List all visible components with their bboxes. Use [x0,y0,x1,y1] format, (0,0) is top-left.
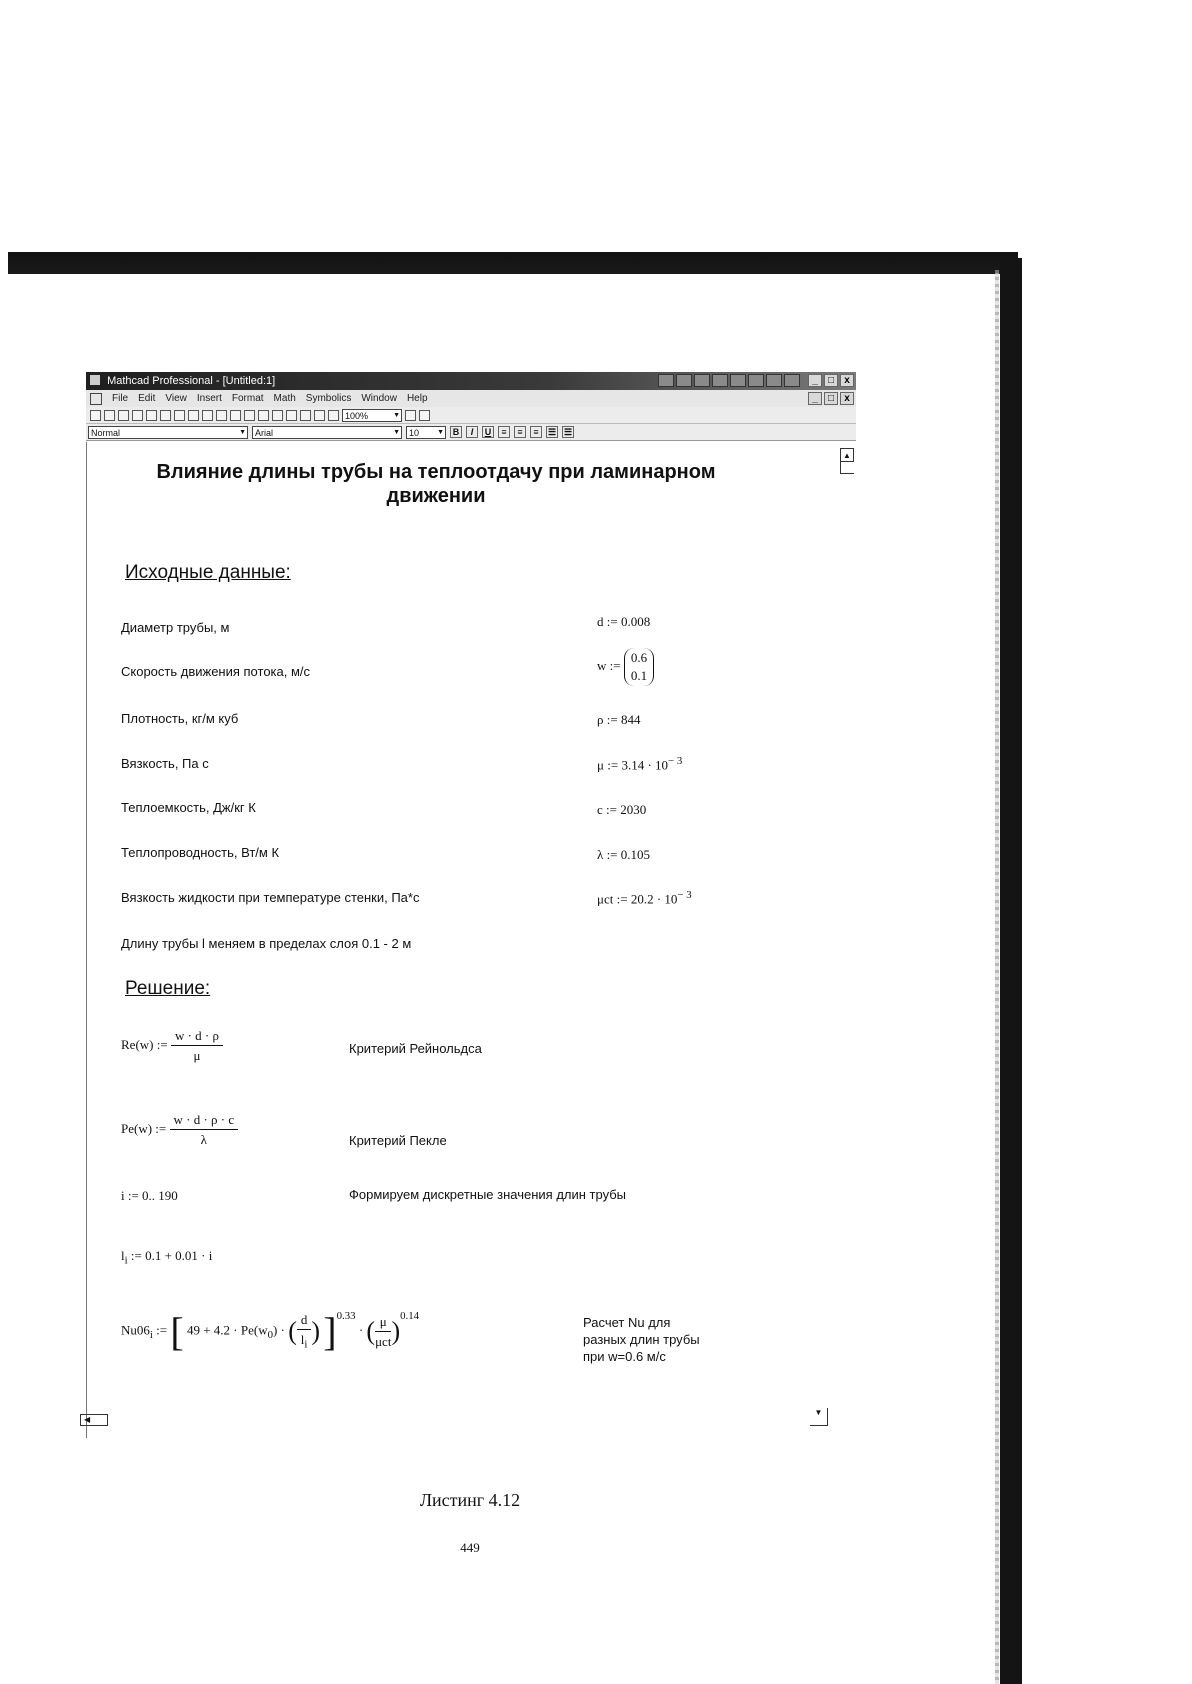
scan-border-right [1000,258,1022,1684]
paste-icon[interactable] [202,410,213,421]
worksheet[interactable] [86,442,856,1438]
scroll-up-icon[interactable]: ▲ [840,448,854,462]
align-right-icon[interactable]: ≡ [530,426,542,438]
param-mu-ct[interactable]: μct := $20.2 \cdot 10^{- 3}$ [597,889,692,907]
restore-button[interactable]: □ [824,374,838,387]
menu-insert[interactable]: Insert [196,393,222,404]
reynolds-note: Критерий Рейнольдса [349,1041,482,1056]
resize-grip-icon[interactable]: ▼ [810,1408,828,1426]
redo-icon[interactable] [230,410,241,421]
font-size-select[interactable]: 10 ▼ [406,426,446,439]
palette-button[interactable] [676,374,692,387]
open-icon[interactable] [104,410,115,421]
length-note: Длину трубы l меняем в пределах слоя 0.1 - 2 м [121,936,412,951]
palette-button[interactable] [730,374,746,387]
cut-icon[interactable] [174,410,185,421]
param-rho[interactable]: ρ := 844 [597,712,641,727]
palette-button[interactable] [658,374,674,387]
print-preview-icon[interactable] [146,410,157,421]
param-label-heat-capacity: Теплоемкость, Дж/кг К [121,800,256,815]
param-label-conductivity: Теплопроводность, Вт/м К [121,845,280,860]
calculate-icon[interactable] [286,410,297,421]
param-w[interactable]: w := 0.6 0.1 [597,648,654,686]
peclet-note: Критерий Пекле [349,1133,447,1148]
bullets-icon[interactable]: ☰ [547,427,557,437]
insert-unit-icon[interactable] [272,410,283,421]
velocity-vector: 0.6 0.1 [624,648,654,686]
scroll-left-icon[interactable]: ◀ [80,1414,108,1426]
palette-button[interactable] [766,374,782,387]
menu-math[interactable]: Math [273,393,296,404]
underline-button[interactable]: U [482,426,494,438]
section-input-heading: Исходные данные: [125,562,291,583]
resources-icon[interactable] [328,410,339,421]
param-label-diameter: Диаметр трубы, м [121,620,230,635]
help-icon[interactable] [419,410,430,421]
vertical-scrollbar[interactable] [840,462,854,474]
insert-hyperlink-icon[interactable] [300,410,311,421]
document-icon[interactable] [90,393,102,405]
scan-page-edge [995,270,999,1684]
new-icon[interactable] [90,410,101,421]
param-mu[interactable]: μ := $3.14 \cdot 10^{- 3}$ [597,755,683,773]
section-solution-heading: Решение: [125,978,211,999]
param-label-velocity: Скорость движения потока, м/с [121,664,311,679]
menu-bar [86,390,856,407]
italic-button[interactable]: I [466,426,478,438]
spellcheck-icon[interactable] [160,410,171,421]
doc-close-button[interactable]: x [840,392,854,405]
param-c[interactable]: c := 2030 [597,802,647,817]
palette-button[interactable] [712,374,728,387]
align-icon[interactable] [244,410,255,421]
standard-toolbar [86,407,856,424]
scan-border-top [8,252,1018,274]
doc-restore-button[interactable]: □ [824,392,838,405]
close-button[interactable]: x [840,374,854,387]
title-bar [86,372,856,390]
menu-window[interactable]: Window [361,393,397,404]
save-icon[interactable] [118,410,129,421]
component-wizard-icon[interactable] [314,410,325,421]
insert-function-icon[interactable] [258,410,269,421]
nusselt-formula[interactable]: $Nu06_i$ := [ $49 + 4.2 \cdot Pe(w_0)$ · ( $\frac{d}{l_i}$ ) ]$^{0.33}$ · ( $\frac{\mu}{\text{μct}}$ )$^{0.14}$ [121,1309,420,1354]
param-d[interactable]: d := 0.008 [597,614,651,629]
doc-minimize-button[interactable]: _ [808,392,822,405]
palette-button[interactable] [784,374,800,387]
toolbar-palette-strip [658,374,800,387]
param-label-density: Плотность, кг/м куб [121,711,239,726]
minimize-button[interactable]: _ [808,374,822,387]
listing-caption: Листинг 4.12 [419,1490,521,1510]
worksheet-title: Влияние длины трубы на теплоотдачу при ламинарном движении [156,461,716,507]
reynolds-formula[interactable]: Re(w) := $\frac{w \cdot d \cdot \rho}{\mu}$ [121,1028,223,1064]
range-note: Формируем дискретные значения длин трубы [349,1187,627,1202]
menu-symbolics[interactable]: Symbolics [305,393,352,404]
print-icon[interactable] [132,410,143,421]
copy-icon[interactable] [188,410,199,421]
nusselt-note: Расчет Nu для разных длин трубы при w=0.6 м/с [583,1315,700,1364]
align-left-icon[interactable]: ≡ [498,426,510,438]
menu-format[interactable]: Format [231,393,264,404]
peclet-formula[interactable]: Pe(w) := $\frac{w \cdot d \cdot \rho \cdot c}{\lambda}$ [121,1112,238,1148]
mathcad-window [86,372,856,1438]
undo-icon[interactable] [216,410,227,421]
bold-button[interactable]: B [450,426,462,438]
app-icon [90,375,100,385]
resource-center-icon[interactable] [405,410,416,421]
palette-button[interactable] [694,374,710,387]
font-select[interactable]: Arial ▼ [252,426,402,439]
param-lambda[interactable]: λ := 0.105 [597,847,651,862]
align-center-icon[interactable]: ≡ [514,426,526,438]
formatting-toolbar [86,424,856,441]
menu-view[interactable]: View [165,393,187,404]
menu-help[interactable]: Help [406,393,428,404]
range-definition[interactable]: i := 0.. 190 [121,1188,178,1203]
param-label-viscosity: Вязкость, Па с [121,756,209,771]
param-label-wall-viscosity: Вязкость жидкости при температуре стенки, Па*с [121,890,420,905]
menu-file[interactable]: File [112,393,129,404]
window-title: Mathcad Professional - [Untitled:1] [107,375,276,387]
menu-edit[interactable]: Edit [138,393,156,404]
zoom-select[interactable]: 100% ▼ [342,409,402,422]
style-select[interactable]: Normal ▼ [88,426,248,439]
numbering-icon[interactable]: ☰ [563,427,573,437]
page-number: 449 [460,1540,480,1555]
palette-button[interactable] [748,374,764,387]
length-definition[interactable]: $l_i$ := 0.1 + 0.01 · i [121,1248,213,1267]
